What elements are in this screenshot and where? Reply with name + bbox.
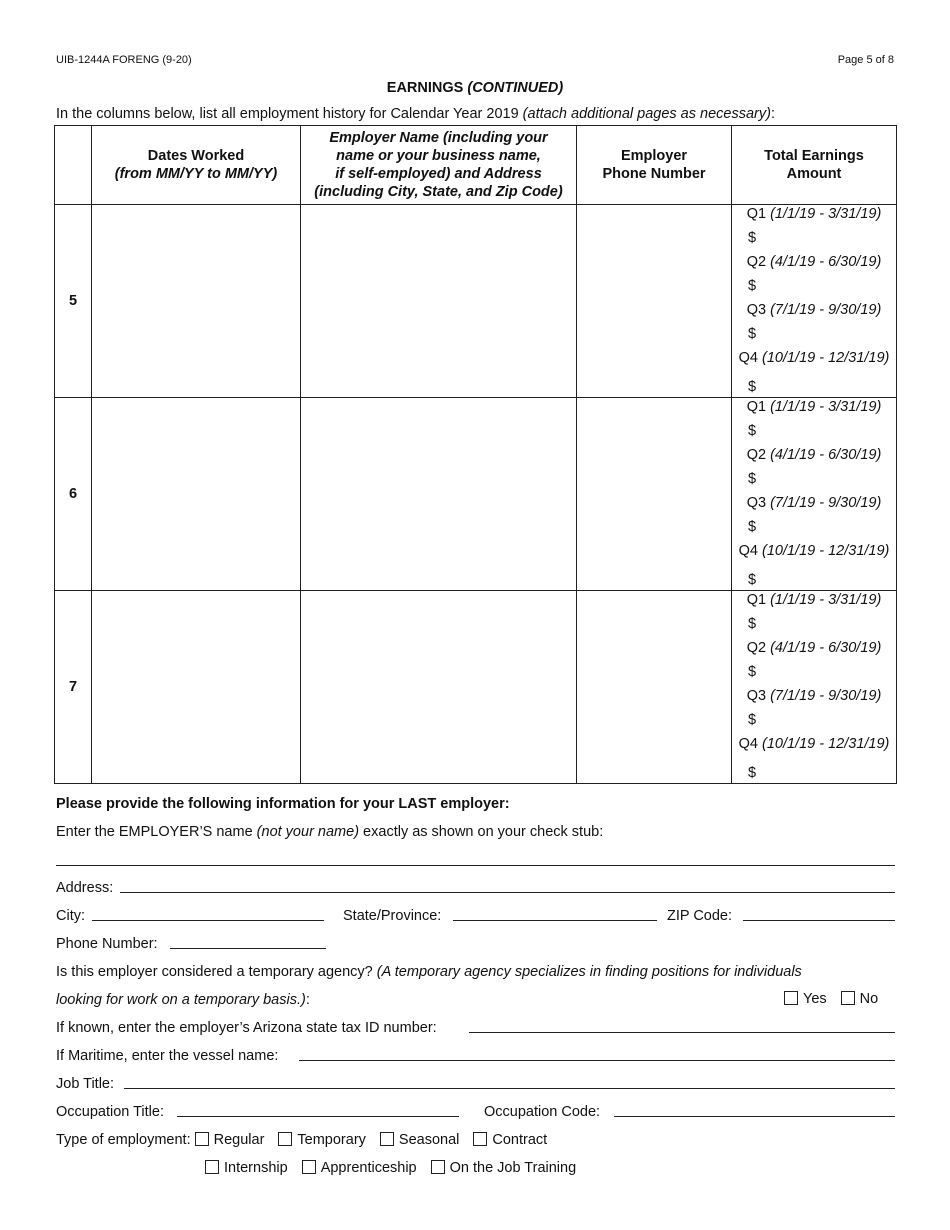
total-earnings-cell[interactable] xyxy=(732,591,897,784)
employment-type-row1 xyxy=(56,1131,561,1149)
employer-name-field[interactable] xyxy=(56,865,895,866)
employer-name-prompt: Enter the EMPLOYER’S name (not your name) exactly as shown on your check stub: xyxy=(56,824,604,840)
occupation-title-label: Occupation Title: xyxy=(56,1104,164,1120)
col-header-row-number xyxy=(55,126,92,205)
section-title: EARNINGS (CONTINUED) xyxy=(386,80,564,96)
last-employer-heading: Please provide the following information for your LAST employer: xyxy=(56,796,510,812)
quarter-label: Q1 (1/1/19 - 3/31/19) xyxy=(746,399,882,415)
table-row xyxy=(55,591,897,784)
total-earnings-cell[interactable] xyxy=(732,205,897,398)
occupation-code-label: Occupation Code: xyxy=(484,1104,601,1120)
phone-cell[interactable] xyxy=(577,205,732,398)
city-field[interactable] xyxy=(92,920,324,921)
col-header-employer: Employer Name (including your name or your business name, if self-employed) and Address (including City, State, and Zip Code) xyxy=(301,126,577,205)
yes-option[interactable]: Yes xyxy=(784,990,827,1008)
contract-checkbox[interactable] xyxy=(473,1132,487,1146)
type-temporary[interactable]: Temporary xyxy=(278,1131,366,1149)
yes-checkbox[interactable] xyxy=(784,991,798,1005)
zip-field[interactable] xyxy=(743,920,895,921)
dollar-field[interactable]: $ xyxy=(748,326,757,342)
state-label: State/Province: xyxy=(343,908,442,924)
total-earnings-cell[interactable] xyxy=(732,398,897,591)
quarter-label: Q4 (10/1/19 - 12/31/19) xyxy=(738,736,890,752)
state-field[interactable] xyxy=(453,920,657,921)
col-header-total: Total Earnings Amount xyxy=(732,126,897,205)
quarter-label: Q4 (10/1/19 - 12/31/19) xyxy=(738,543,890,559)
seasonal-checkbox[interactable] xyxy=(380,1132,394,1146)
col-header-phone: Employer Phone Number xyxy=(577,126,732,205)
type-apprenticeship[interactable]: Apprenticeship xyxy=(302,1159,417,1177)
dollar-field[interactable]: $ xyxy=(748,471,757,487)
dollar-field[interactable]: $ xyxy=(748,765,757,781)
dollar-field[interactable]: $ xyxy=(748,616,757,632)
no-option[interactable]: No xyxy=(841,990,879,1008)
city-label: City: xyxy=(56,908,85,924)
quarter-label: Q4 (10/1/19 - 12/31/19) xyxy=(738,350,890,366)
quarter-label: Q3 (7/1/19 - 9/30/19) xyxy=(746,688,882,704)
section-intro: In the columns below, list all employment history for Calendar Year 2019 (attach additional pages as necessary): xyxy=(56,106,775,122)
type-contract[interactable]: Contract xyxy=(473,1131,547,1149)
job-title-label: Job Title: xyxy=(56,1076,115,1092)
address-field[interactable] xyxy=(120,892,895,893)
quarter-label: Q3 (7/1/19 - 9/30/19) xyxy=(746,302,882,318)
temp-agency-question-cont: looking for work on a temporary basis.): xyxy=(56,992,310,1008)
dollar-field[interactable]: $ xyxy=(748,712,757,728)
quarter-label: Q3 (7/1/19 - 9/30/19) xyxy=(746,495,882,511)
temp-agency-options xyxy=(784,990,878,1008)
dollar-field[interactable]: $ xyxy=(748,519,757,535)
dollar-field[interactable]: $ xyxy=(748,379,757,395)
row-number: 7 xyxy=(55,591,92,784)
earnings-table xyxy=(54,125,897,784)
occupation-code-field[interactable] xyxy=(614,1116,895,1117)
phone-cell[interactable] xyxy=(577,591,732,784)
temporary-checkbox[interactable] xyxy=(278,1132,292,1146)
dates-worked-cell[interactable] xyxy=(92,398,301,591)
quarter-label: Q2 (4/1/19 - 6/30/19) xyxy=(746,640,882,656)
address-label: Address: xyxy=(56,880,114,896)
quarter-label: Q2 (4/1/19 - 6/30/19) xyxy=(746,254,882,270)
job-title-field[interactable] xyxy=(124,1088,895,1089)
apprenticeship-checkbox[interactable] xyxy=(302,1160,316,1174)
col-header-dates: Dates Worked (from MM/YY to MM/YY) xyxy=(92,126,301,205)
phone-label: Phone Number: xyxy=(56,936,158,952)
employment-type-label: Type of employment: xyxy=(56,1132,191,1148)
ojt-checkbox[interactable] xyxy=(431,1160,445,1174)
type-seasonal[interactable]: Seasonal xyxy=(380,1131,459,1149)
dollar-field[interactable]: $ xyxy=(748,230,757,246)
vessel-label: If Maritime, enter the vessel name: xyxy=(56,1048,279,1064)
phone-cell[interactable] xyxy=(577,398,732,591)
employer-cell[interactable] xyxy=(301,205,577,398)
dollar-field[interactable]: $ xyxy=(748,664,757,680)
temp-agency-question: Is this employer considered a temporary agency? (A temporary agency specializes in finding positions for individuals xyxy=(56,964,802,980)
phone-field[interactable] xyxy=(170,948,326,949)
row-number: 5 xyxy=(55,205,92,398)
occupation-title-field[interactable] xyxy=(177,1116,459,1117)
table-header-row xyxy=(55,126,897,205)
quarter-label: Q1 (1/1/19 - 3/31/19) xyxy=(746,206,882,222)
table-row xyxy=(55,205,897,398)
tax-id-label: If known, enter the employer’s Arizona state tax ID number: xyxy=(56,1020,437,1036)
dates-worked-cell[interactable] xyxy=(92,591,301,784)
tax-id-field[interactable] xyxy=(469,1032,895,1033)
page-number: Page 5 of 8 xyxy=(837,54,894,66)
dollar-field[interactable]: $ xyxy=(748,423,757,439)
internship-checkbox[interactable] xyxy=(205,1160,219,1174)
zip-label: ZIP Code: xyxy=(667,908,733,924)
regular-checkbox[interactable] xyxy=(195,1132,209,1146)
quarter-label: Q1 (1/1/19 - 3/31/19) xyxy=(746,592,882,608)
form-id: UIB-1244A FORENG (9-20) xyxy=(56,54,192,66)
dollar-field[interactable]: $ xyxy=(748,572,757,588)
table-row xyxy=(55,398,897,591)
employer-cell[interactable] xyxy=(301,591,577,784)
type-ojt[interactable]: On the Job Training xyxy=(431,1159,577,1177)
dates-worked-cell[interactable] xyxy=(92,205,301,398)
employer-cell[interactable] xyxy=(301,398,577,591)
quarter-label: Q2 (4/1/19 - 6/30/19) xyxy=(746,447,882,463)
vessel-field[interactable] xyxy=(299,1060,895,1061)
employment-type-row2 xyxy=(205,1159,590,1177)
dollar-field[interactable]: $ xyxy=(748,278,757,294)
type-internship[interactable]: Internship xyxy=(205,1159,288,1177)
type-regular[interactable]: Regular xyxy=(195,1131,265,1149)
no-checkbox[interactable] xyxy=(841,991,855,1005)
row-number: 6 xyxy=(55,398,92,591)
